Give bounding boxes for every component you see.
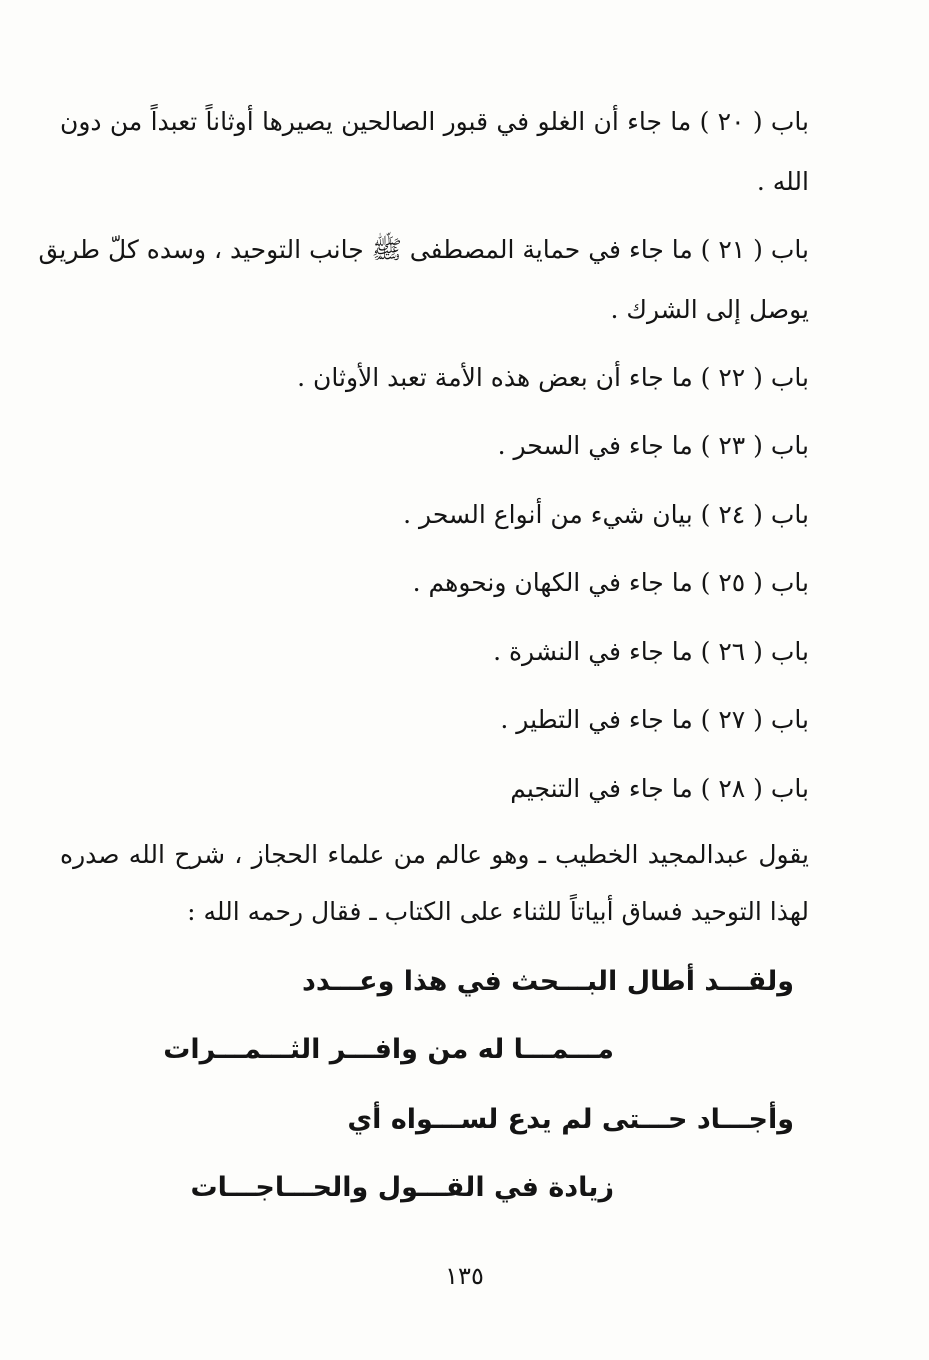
- text-line-bab-20: باب ( ٢٠ ) ما جاء أن الغلو في قبور الصالحين يصيرها أوثاناً تعبداً من دون: [60, 107, 809, 136]
- text-line-bab-27: باب ( ٢٧ ) ما جاء في التطير .: [500, 705, 809, 734]
- text-line-intro: يقول عبدالمجيد الخطيب ـ وهو عالم من علماء الحجاز ، شرح الله صدره: [60, 840, 809, 869]
- text-line-bab-28: باب ( ٢٨ ) ما جاء في التنجيم: [510, 774, 809, 803]
- text-line-bab-23: باب ( ٢٣ ) ما جاء في السحر .: [497, 431, 809, 460]
- poem-line-3: وأجـــاد حـــتى لم يدع لســـواه أي: [347, 1104, 794, 1135]
- poem-line-1: ولقـــد أطال البـــحث في هذا وعـــدد: [302, 966, 794, 997]
- text-line-bab-21: باب ( ٢١ ) ما جاء في حماية المصطفى ﷺ جانب التوحيد ، وسده كلّ طريق: [38, 235, 809, 264]
- poem-line-2: مـــمـــا له من وافـــر الثـــمـــرات: [163, 1034, 614, 1065]
- poem-line-4: زيادة في القـــول والحـــاجـــات: [190, 1172, 614, 1203]
- text-line-bab-25: باب ( ٢٥ ) ما جاء في الكهان ونحوهم .: [412, 568, 809, 597]
- text-line-bab-24: باب ( ٢٤ ) بيان شيء من أنواع السحر .: [403, 500, 809, 529]
- text-line-intro-cont: لهذا التوحيد فساق أبياتاً للثناء على الكتاب ـ فقال رحمه الله :: [187, 897, 809, 926]
- page-number: ١٣٥: [445, 1262, 484, 1290]
- text-line-bab-22: باب ( ٢٢ ) ما جاء أن بعض هذه الأمة تعبد الأوثان .: [297, 363, 809, 392]
- text-line-bab-26: باب ( ٢٦ ) ما جاء في النشرة .: [493, 637, 809, 666]
- text-line-bab-21-cont: يوصل إلى الشرك .: [610, 295, 809, 324]
- text-line-bab-20-cont: الله .: [756, 167, 809, 196]
